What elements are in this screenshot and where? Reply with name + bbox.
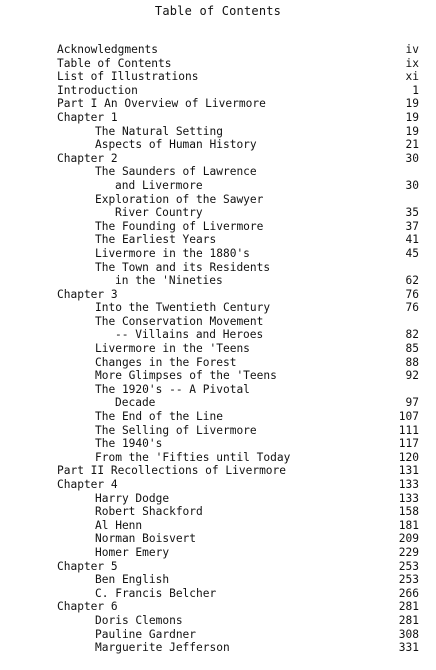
toc-entry bbox=[0, 356, 436, 370]
toc-entry-page-number: 266 bbox=[398, 586, 419, 600]
toc-entry-page-number: 111 bbox=[398, 423, 419, 437]
toc-entry bbox=[0, 97, 436, 111]
toc-entry bbox=[0, 342, 436, 356]
toc-entry-page-number: 30 bbox=[405, 151, 419, 165]
toc-entry-page-number: 308 bbox=[398, 627, 419, 641]
toc-entry bbox=[0, 179, 436, 193]
toc-entry-label: Marguerite Jefferson bbox=[95, 641, 230, 655]
toc-entry-label: More Glimpses of the 'Teens bbox=[95, 369, 277, 383]
toc-entry bbox=[0, 152, 436, 166]
toc-entry-label: List of Illustrations bbox=[57, 70, 199, 84]
toc-entry bbox=[0, 220, 436, 234]
toc-entry-label: The Saunders of Lawrence bbox=[95, 165, 257, 179]
toc-entry bbox=[0, 206, 436, 220]
toc-entry-page-number: 253 bbox=[398, 573, 419, 587]
toc-entry-label: Into the Twentieth Century bbox=[95, 301, 271, 315]
toc-entry-label: Chapter 1 bbox=[57, 110, 118, 124]
toc-entry bbox=[0, 70, 436, 84]
toc-entry-label: Pauline Gardner bbox=[95, 627, 197, 641]
toc-entry bbox=[0, 505, 436, 519]
toc-entry bbox=[0, 560, 436, 574]
toc-entry bbox=[0, 478, 436, 492]
toc-entry-label: Chapter 2 bbox=[57, 151, 118, 165]
toc-entry-page-number: 35 bbox=[405, 206, 419, 220]
toc-entry-page-number: 209 bbox=[398, 532, 419, 546]
toc-entry-label: Part I An Overview of Livermore bbox=[57, 97, 266, 111]
toc-entry bbox=[0, 261, 436, 275]
toc-entry bbox=[0, 519, 436, 533]
toc-entry bbox=[0, 288, 436, 302]
toc-entry bbox=[0, 84, 436, 98]
toc-entry bbox=[0, 410, 436, 424]
toc-entry bbox=[0, 111, 436, 125]
toc-entry-label: Ben English bbox=[95, 573, 170, 587]
toc-entry bbox=[0, 573, 436, 587]
toc-entry-page-number: 45 bbox=[405, 246, 419, 260]
toc-entry-label: The End of the Line bbox=[95, 410, 223, 424]
toc-entry-label: From the 'Fifties until Today bbox=[95, 450, 291, 464]
toc-entry-label: Exploration of the Sawyer bbox=[95, 192, 264, 206]
toc-entry-page-number: 229 bbox=[398, 545, 419, 559]
toc-entry-page-number: 19 bbox=[405, 97, 419, 111]
toc-entry bbox=[0, 369, 436, 383]
toc-entry bbox=[0, 233, 436, 247]
toc-entry-page-number: ix bbox=[405, 56, 419, 70]
toc-entry-label: Harry Dodge bbox=[95, 491, 170, 505]
toc-entry-label: Changes in the Forest bbox=[95, 355, 237, 369]
toc-entry-page-number: 19 bbox=[405, 110, 419, 124]
toc-entry-label: Decade bbox=[115, 396, 156, 410]
toc-entry-label: Chapter 3 bbox=[57, 287, 118, 301]
toc-entry bbox=[0, 492, 436, 506]
toc-entry-page-number: 19 bbox=[405, 124, 419, 138]
toc-entry-page-number: 82 bbox=[405, 328, 419, 342]
toc-entry bbox=[0, 532, 436, 546]
toc-entry bbox=[0, 165, 436, 179]
toc-entry bbox=[0, 464, 436, 478]
page-title: Table of Contents bbox=[154, 4, 282, 18]
toc-entry-page-number: 133 bbox=[398, 478, 419, 491]
toc-entry-page-number: 62 bbox=[405, 274, 419, 288]
toc-entry-page-number: 21 bbox=[405, 138, 419, 152]
toc-entry-label: Acknowledgments bbox=[57, 43, 159, 56]
toc-entry-label: in the 'Nineties bbox=[115, 274, 223, 288]
toc-entry-label: River Country bbox=[115, 206, 203, 220]
table-of-contents bbox=[0, 43, 436, 655]
toc-entry-page-number: 97 bbox=[405, 396, 419, 410]
toc-entry-label: -- Villains and Heroes bbox=[115, 328, 264, 342]
toc-entry-label: Robert Shackford bbox=[95, 505, 203, 519]
toc-entry bbox=[0, 451, 436, 465]
toc-entry-label: Homer Emery bbox=[95, 545, 170, 559]
toc-entry-label: The Conservation Movement bbox=[95, 314, 264, 328]
toc-entry-page-number: 158 bbox=[398, 505, 419, 519]
toc-entry bbox=[0, 614, 436, 628]
toc-entry-label: C. Francis Belcher bbox=[95, 586, 217, 600]
toc-entry-page-number: 85 bbox=[405, 342, 419, 356]
toc-entry-label: The Natural Setting bbox=[95, 124, 223, 138]
toc-entry-label: Livermore in the 1880's bbox=[95, 246, 250, 260]
toc-entry-page-number: 253 bbox=[398, 559, 419, 573]
toc-entry-label: The 1940's bbox=[95, 437, 163, 451]
toc-entry-page-number: 331 bbox=[398, 641, 419, 655]
toc-entry-label: The Town and its Residents bbox=[95, 260, 271, 274]
toc-entry-label: Chapter 4 bbox=[57, 478, 118, 491]
toc-entry-page-number: 41 bbox=[405, 233, 419, 247]
toc-entry bbox=[0, 587, 436, 601]
toc-entry-page-number: 131 bbox=[398, 464, 419, 478]
toc-entry-label: Part II Recollections of Livermore bbox=[57, 464, 287, 478]
toc-entry-label: Livermore in the 'Teens bbox=[95, 342, 250, 356]
toc-entry-page-number: 30 bbox=[405, 178, 419, 192]
toc-entry bbox=[0, 43, 436, 57]
toc-entry bbox=[0, 274, 436, 288]
toc-entry bbox=[0, 193, 436, 207]
toc-entry-label: The Founding of Livermore bbox=[95, 219, 264, 233]
toc-entry-label: The Selling of Livermore bbox=[95, 423, 257, 437]
toc-entry bbox=[0, 600, 436, 614]
toc-entry-page-number: 120 bbox=[398, 450, 419, 464]
toc-entry bbox=[0, 138, 436, 152]
toc-entry-label: Introduction bbox=[57, 83, 138, 97]
toc-entry bbox=[0, 424, 436, 438]
toc-entry bbox=[0, 396, 436, 410]
toc-entry bbox=[0, 546, 436, 560]
toc-entry-page-number: 281 bbox=[398, 613, 419, 627]
toc-entry-page-number: iv bbox=[405, 43, 419, 56]
toc-entry bbox=[0, 315, 436, 329]
toc-entry bbox=[0, 57, 436, 71]
toc-entry bbox=[0, 328, 436, 342]
toc-entry-label: Aspects of Human History bbox=[95, 138, 257, 152]
toc-entry-page-number: 117 bbox=[398, 437, 419, 451]
toc-entry-page-number: 76 bbox=[405, 301, 419, 315]
toc-entry bbox=[0, 437, 436, 451]
toc-entry-page-number: 37 bbox=[405, 219, 419, 233]
toc-entry-label: The 1920's -- A Pivotal bbox=[95, 382, 250, 396]
toc-entry-page-number: 92 bbox=[405, 369, 419, 383]
toc-entry-label: Chapter 5 bbox=[57, 559, 118, 573]
toc-entry-label: and Livermore bbox=[115, 178, 203, 192]
toc-entry-label: Table of Contents bbox=[57, 56, 172, 70]
toc-entry-label: The Earliest Years bbox=[95, 233, 217, 247]
toc-entry-page-number: 1 bbox=[412, 83, 419, 97]
toc-entry bbox=[0, 125, 436, 139]
toc-entry-label: Chapter 6 bbox=[57, 600, 118, 614]
toc-entry-page-number: 181 bbox=[398, 518, 419, 532]
toc-entry-page-number: 76 bbox=[405, 287, 419, 301]
toc-entry-label: Al Henn bbox=[95, 518, 143, 532]
toc-entry-label: Doris Clemons bbox=[95, 613, 183, 627]
toc-entry bbox=[0, 641, 436, 655]
toc-entry-page-number: 88 bbox=[405, 355, 419, 369]
toc-entry-page-number: 281 bbox=[398, 600, 419, 614]
toc-entry bbox=[0, 301, 436, 315]
toc-entry-page-number: xi bbox=[405, 70, 419, 84]
toc-entry bbox=[0, 383, 436, 397]
toc-entry bbox=[0, 247, 436, 261]
toc-entry bbox=[0, 628, 436, 642]
toc-entry-page-number: 133 bbox=[398, 491, 419, 505]
toc-entry-page-number: 107 bbox=[398, 410, 419, 424]
toc-entry-label: Norman Boisvert bbox=[95, 532, 197, 546]
